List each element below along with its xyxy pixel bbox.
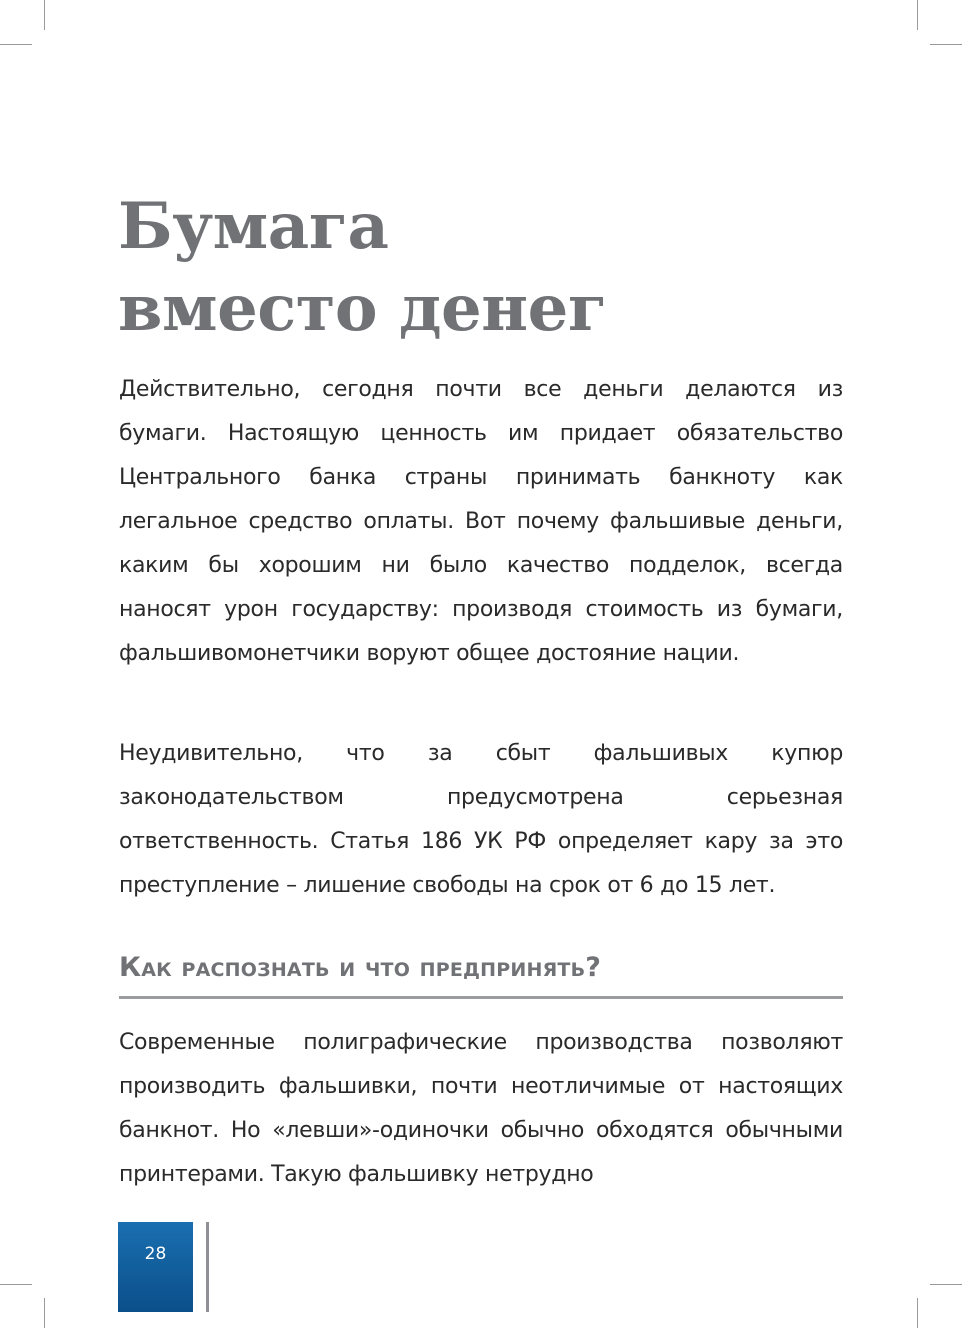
page-title-line-2: вместо денег <box>118 271 607 346</box>
page-number-divider <box>206 1222 209 1312</box>
crop-mark-bottom-right-vertical <box>917 1298 918 1328</box>
crop-mark-top-left-vertical <box>44 0 45 30</box>
page-title-line-1: Бумага <box>118 189 389 264</box>
body-paragraph-3: Современные полиграфические производства позволяют производить фальшивки, почти неотличимые от настоящих банкнот. Но «левши»-одиночки обычно обходятся обычными принтерами. Такую фальшивку нетрудно <box>119 1030 843 1187</box>
crop-mark-top-right-vertical <box>917 0 918 30</box>
section-heading: Как распознать и что предпринять? <box>119 948 843 999</box>
page-title <box>118 186 848 350</box>
crop-mark-bottom-right-horizontal <box>930 1284 962 1285</box>
body-paragraph-1: Действительно, сегодня почти все деньги делаются из бумаги. Настоящую ценность им придает обязательство Центрального банка страны принимать банкноту как легальное средство оплаты. Вот почему фальшивые деньги, каким бы хорошим ни было качество подделок, всегда наносят урон государству: производя стоимость из бумаги, фальшивомонетчики воруют общее достояние нации. <box>119 377 843 666</box>
page-number: 28 <box>144 1244 167 1264</box>
crop-mark-bottom-left-horizontal <box>0 1284 32 1285</box>
crop-mark-top-right-horizontal <box>930 44 962 45</box>
crop-mark-bottom-left-vertical <box>44 1298 45 1328</box>
page-number-badge <box>118 1222 193 1312</box>
body-paragraph-2: Неудивительно, что за сбыт фальшивых купюр законодательством предусмотрена серьезная ответственность. Статья 186 УК РФ определяет кару за это преступление – лишение свободы на срок от 6 до 15 лет. <box>119 741 843 898</box>
crop-mark-top-left-horizontal <box>0 44 32 45</box>
